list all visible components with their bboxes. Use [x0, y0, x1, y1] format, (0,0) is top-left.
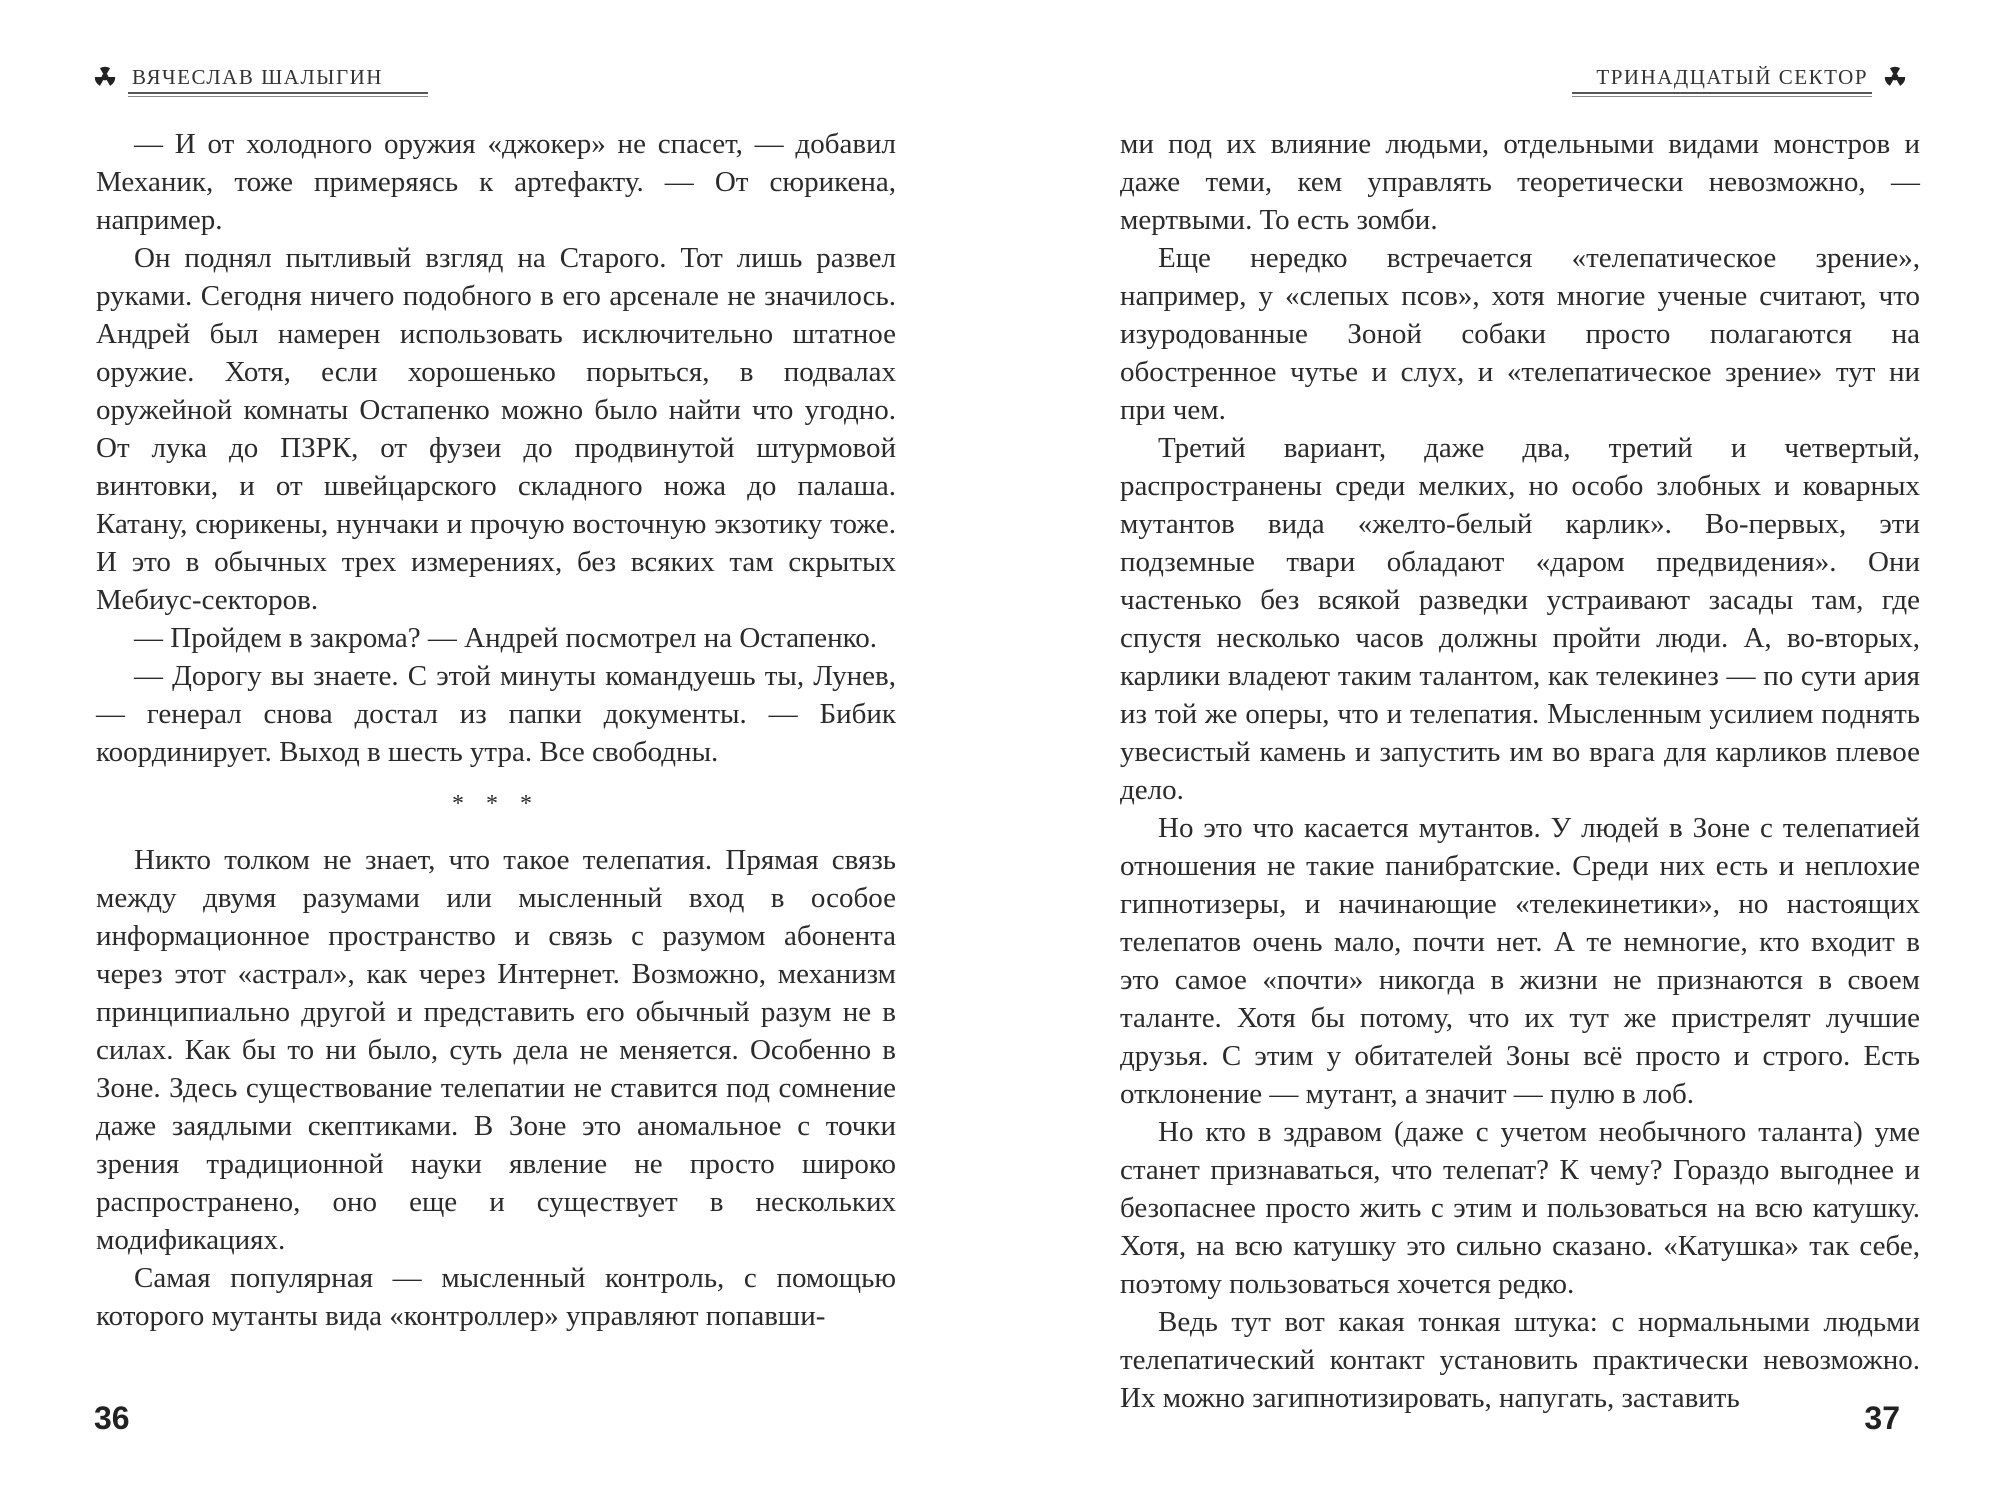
paragraph-continuation: ми под их влияние людьми, отдельными видами монстров и даже теми, кем управлять теоретически невозможно, — мертвыми. То есть зомби.	[1120, 128, 1920, 236]
paragraph: Но кто в здравом (даже с учетом необычного таланта) уме станет признаваться, что телепат? К чему? Гораздо выгоднее и безопаснее просто жить с этим и пользоваться на всю катушку. Хотя, на всю катушку это сильно сказано. «Катушка» так себе, поэтому пользоваться хочется редко.	[1120, 1116, 1920, 1300]
left-head-rule	[128, 92, 428, 94]
radiation-hazard-icon	[1878, 60, 1912, 94]
page-number-left: 36	[94, 1400, 130, 1436]
paragraph: — Пройдем в закрома? — Андрей посмотрел на Остапенко.	[134, 622, 877, 654]
paragraph: Третий вариант, даже два, третий и четвертый, распространены среди мелких, но особо злобных и коварных мутантов вида «желто-белый карлик». Во-первых, эти подземные твари обладают «даром предвидения». Они частенько без всякой разведки устраивают засады там, где спустя несколько часов должны пройти люди. А, во-вторых, карлики владеют таким талантом, как телекинез — по сути ария из той же оперы, что и телепатия. Мысленным усилием поднять увесистый камень и запустить им во врага для карликов плевое дело.	[1120, 432, 1920, 806]
paragraph: Никто толком не знает, что такое телепатия. Прямая связь между двумя разумами или мысленный вход в особое информационное пространство и связь с разумом абонента через этот «астрал», как через Интернет. Возможно, механизм принципиально другой и представить его обычный разум не в силах. Как бы то ни было, суть дела не меняется. Особенно в Зоне. Здесь существование телепатии не ставится под сомнение даже заядлыми скептиками. В Зоне это аномальное с точки зрения традиционной науки явление не просто широко распространено, оно еще и существует в нескольких модификациях.	[96, 844, 896, 1256]
paragraph: — И от холодного оружия «джокер» не спасет, — добавил Механик, тоже примеряясь к артефакту. — От сюрикена, например.	[96, 128, 896, 236]
left-head-rule-thin	[128, 96, 428, 97]
right-head-rule	[1572, 92, 1872, 94]
book-title: ТРИНАДЦАТЫЙ СЕКТОР	[1596, 64, 1868, 89]
section-separator: * * *	[452, 791, 540, 817]
paragraph: Он поднял пытливый взгляд на Старого. Тот лишь развел руками. Сегодня ничего подобного в его арсенале не значилось. Андрей был намерен использовать исключительно штатное оружие. Хотя, если хорошенько порыться, в подвалах оружейной комнаты Остапенко можно было найти что угодно. От лука до ПЗРК, от фузеи до продвинутой штурмовой винтовки, и от швейцарского складного ножа до палаша. Катану, сюрикены, нунчаки и прочую восточную экзотику тоже. И это в обычных трех измерениях, без всяких там скрытых Мебиус-секторов.	[96, 242, 896, 616]
author-name: ВЯЧЕСЛАВ ШАЛЫГИН	[132, 64, 383, 89]
paragraph: Еще нередко встречается «телепатическое зрение», например, у «слепых псов», хотя многие ученые считают, что изуродованные Зоной собаки просто полагаются на обостренное чутье и слух, и «телепатическое зрение» тут ни при чем.	[1120, 242, 1920, 426]
page-number-right: 37	[1864, 1400, 1900, 1436]
paragraph: — Дорогу вы знаете. С этой минуты командуешь ты, Лунев, — генерал снова достал из папки документы. — Бибик координирует. Выход в шесть утра. Все свободны.	[96, 660, 896, 768]
right-page	[1000, 0, 2000, 1496]
right-body-text	[1120, 125, 1920, 1417]
left-running-head	[88, 60, 383, 94]
paragraph: Ведь тут вот какая тонкая штука: с нормальными людьми телепатический контакт установить практически невозможно. Их можно загипнотизировать, напугать, заставить	[1120, 1306, 1920, 1414]
right-running-head	[1596, 60, 1912, 94]
left-body-text	[96, 125, 896, 1335]
paragraph: Самая популярная — мысленный контроль, с помощью которого мутанты вида «контроллер» управляют попавши-	[96, 1262, 896, 1332]
paragraph: Но это что касается мутантов. У людей в Зоне с телепатией отношения не такие панибратские. Среди них есть и неплохие гипнотизеры, и начинающие «телекинетики», но настоящих телепатов очень мало, почти нет. А те немногие, кто входит в это самое «почти» никогда в жизни не признаются в своем таланте. Хотя бы потому, что их тут же пристрелят лучшие друзья. С этим у обитателей Зоны всё просто и строго. Есть отклонение — мутант, а значит — пулю в лоб.	[1120, 812, 1920, 1110]
right-head-rule-thin	[1572, 96, 1872, 97]
radiation-hazard-icon	[88, 60, 122, 94]
